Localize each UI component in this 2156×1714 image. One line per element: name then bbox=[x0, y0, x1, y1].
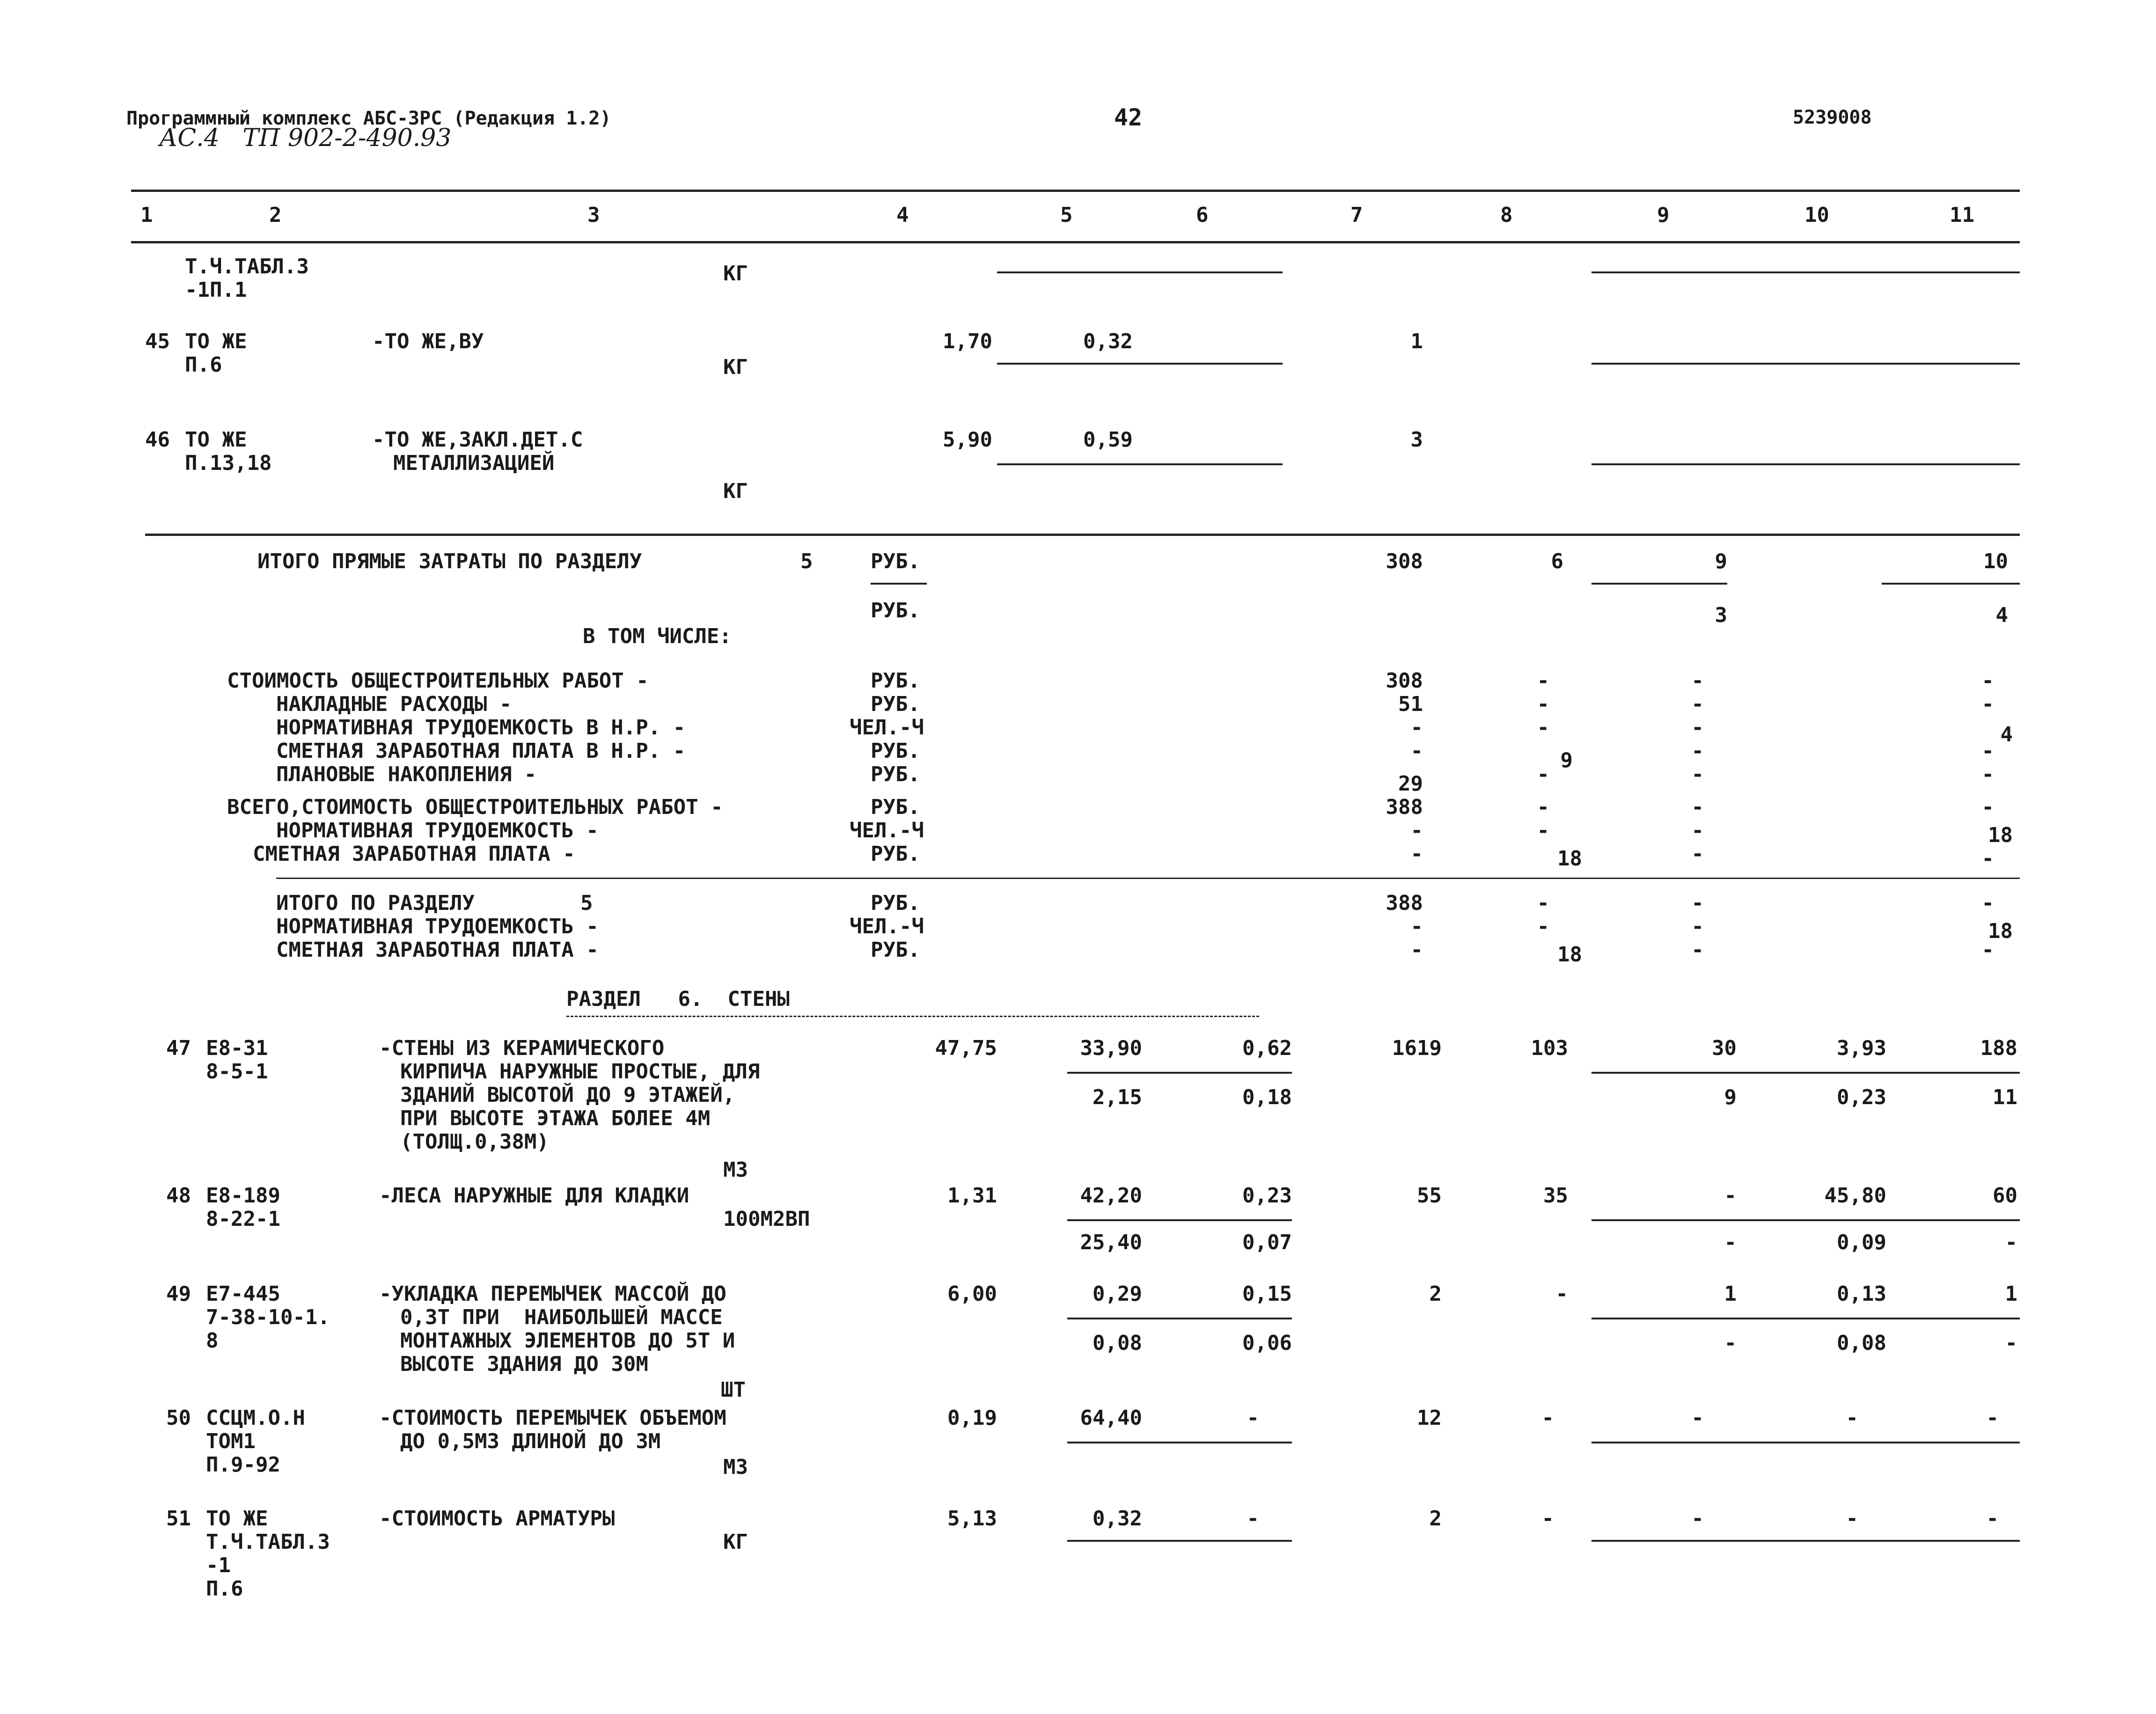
row-number: 47 bbox=[166, 1036, 191, 1060]
col-5: 5 bbox=[1060, 203, 1073, 227]
row-code: Е8-31 bbox=[206, 1036, 268, 1060]
cell-c10: 0,13 bbox=[1837, 1282, 1886, 1306]
cell-c5b: 0,08 bbox=[1093, 1331, 1142, 1355]
handwritten-project-code: АС.4 ТП 902-2-490.93 bbox=[159, 124, 452, 152]
row-code: П.6 bbox=[185, 353, 222, 377]
divider bbox=[1882, 583, 2020, 585]
row-code: Т.Ч.ТАБЛ.3 bbox=[185, 255, 309, 278]
cell-c8: - bbox=[1537, 819, 1549, 842]
cell-c7: - bbox=[1410, 739, 1423, 763]
summary-label: СМЕТНАЯ ЗАРАБОТНАЯ ПЛАТА - bbox=[253, 842, 575, 866]
row-name: -СТОИМОСТЬ ПЕРЕМЫЧЕК ОБЪЕМОМ bbox=[379, 1406, 726, 1430]
cell-c8: - bbox=[1541, 1507, 1554, 1531]
col-7: 7 bbox=[1350, 203, 1363, 227]
cell-c6: 0,62 bbox=[1242, 1036, 1292, 1060]
section-rule bbox=[145, 534, 2020, 536]
cell-c11: - bbox=[1981, 692, 1994, 716]
cell-c8: 35 bbox=[1543, 1184, 1568, 1208]
cell-c7: - bbox=[1410, 938, 1423, 962]
cell-c4: 47,75 bbox=[935, 1036, 997, 1060]
cell-c5: 64,40 bbox=[1080, 1406, 1142, 1430]
cell-c9: 30 bbox=[1712, 1036, 1737, 1060]
cell-c11: 10 bbox=[1983, 549, 2008, 573]
cell-c5: 33,90 bbox=[1080, 1036, 1142, 1060]
row-unit: М3 bbox=[723, 1455, 748, 1479]
summary-label: НОРМАТИВНАЯ ТРУДОЕМКОСТЬ В Н.Р. - bbox=[276, 716, 686, 740]
cell-c7: - bbox=[1410, 819, 1423, 842]
header-rule-bottom bbox=[131, 241, 2020, 243]
summary-label: НАКЛАДНЫЕ РАСХОДЫ - bbox=[276, 692, 512, 716]
cell-c11: 1 bbox=[2005, 1282, 2017, 1306]
cell-c8: - bbox=[1537, 891, 1549, 915]
cell-c9: - bbox=[1691, 915, 1704, 938]
unit: РУБ. bbox=[871, 891, 920, 915]
cell-c7: 29 bbox=[1398, 772, 1423, 796]
unit: РУБ. bbox=[871, 692, 920, 716]
row-name: -СТОИМОСТЬ АРМАТУРЫ bbox=[379, 1507, 615, 1531]
divider bbox=[1591, 363, 2020, 365]
divider bbox=[1067, 1318, 1292, 1319]
col-8: 8 bbox=[1500, 203, 1513, 227]
row-unit: ШТ bbox=[721, 1378, 746, 1402]
cell-c5: 42,20 bbox=[1080, 1184, 1142, 1208]
row-number: 45 bbox=[145, 330, 170, 353]
divider bbox=[1591, 1318, 2020, 1319]
row-name: -СТЕНЫ ИЗ КЕРАМИЧЕСКОГО bbox=[379, 1036, 665, 1060]
section-heading-underline bbox=[566, 1016, 1259, 1017]
row-unit: КГ bbox=[723, 1530, 748, 1554]
cell-c9: - bbox=[1691, 819, 1704, 842]
row-name: 0,3Т ПРИ НАИБОЛЬШЕЙ МАССЕ bbox=[400, 1305, 723, 1329]
cell-c8: - bbox=[1537, 795, 1549, 819]
cell-c8: 103 bbox=[1531, 1036, 1568, 1060]
row-unit: М3 bbox=[723, 1158, 748, 1182]
cell-c7: 308 bbox=[1386, 549, 1423, 573]
row-unit: КГ bbox=[723, 479, 748, 503]
cell-c11: - bbox=[1981, 938, 1994, 962]
cell-c9: - bbox=[1691, 1507, 1704, 1531]
cell-c11: - bbox=[1981, 739, 1994, 763]
subheading-including: В ТОМ ЧИСЛЕ: bbox=[583, 624, 732, 648]
divider bbox=[1591, 583, 1727, 585]
unit: ЧЕЛ.-Ч bbox=[850, 819, 924, 842]
cell-c5: 0,29 bbox=[1093, 1282, 1142, 1306]
row-unit: 100М2ВП bbox=[723, 1207, 810, 1231]
row-code: ТО ЖЕ bbox=[185, 330, 247, 353]
row-code: П.13,18 bbox=[185, 451, 272, 475]
row-code: Е7-445 bbox=[206, 1282, 280, 1306]
cell-c7: 388 bbox=[1386, 795, 1423, 819]
row-code: ТО ЖЕ bbox=[185, 428, 247, 452]
cell-c4: 5,13 bbox=[947, 1507, 997, 1531]
section-heading: РАЗДЕЛ 6. СТЕНЫ bbox=[566, 987, 790, 1011]
cell-c7: 3 bbox=[1410, 428, 1423, 452]
unit: РУБ. bbox=[871, 795, 920, 819]
row-name: МЕТАЛЛИЗАЦИЕЙ bbox=[393, 451, 555, 475]
summary-label: ВСЕГО,СТОИМОСТЬ ОБЩЕСТРОИТЕЛЬНЫХ РАБОТ - bbox=[227, 795, 723, 819]
cell-c11: 4 bbox=[2000, 723, 2013, 747]
divider bbox=[1067, 1219, 1292, 1221]
row-code: 8-5-1 bbox=[206, 1060, 268, 1084]
summary-label: СМЕТНАЯ ЗАРАБОТНАЯ ПЛАТА В Н.Р. - bbox=[276, 739, 686, 763]
cell-c5: 0,32 bbox=[1093, 1507, 1142, 1531]
divider bbox=[1591, 1442, 2020, 1443]
row-code: -1П.1 bbox=[185, 278, 247, 302]
row-code: ССЦМ.О.Н bbox=[206, 1406, 305, 1430]
divider bbox=[1591, 271, 2020, 273]
cell-c6: - bbox=[1247, 1507, 1259, 1531]
col-6: 6 bbox=[1196, 203, 1209, 227]
cell-c11: - bbox=[1986, 1507, 1999, 1531]
cell-c7: 12 bbox=[1417, 1406, 1442, 1430]
row-number: 51 bbox=[166, 1507, 191, 1531]
cell-c8: - bbox=[1537, 716, 1549, 740]
row-code: 7-38-10-1. bbox=[206, 1305, 330, 1329]
divider bbox=[997, 363, 1283, 365]
section-number: 5 bbox=[580, 891, 593, 915]
cell-c5b: 25,40 bbox=[1080, 1231, 1142, 1254]
cell-c4: 0,19 bbox=[947, 1406, 997, 1430]
cell-c9: - bbox=[1691, 938, 1704, 962]
divider bbox=[1591, 463, 2020, 465]
row-code: ТОМ1 bbox=[206, 1429, 256, 1453]
row-name: ПРИ ВЫСОТЕ ЭТАЖА БОЛЕЕ 4М bbox=[400, 1106, 711, 1130]
row-code: П.6 bbox=[206, 1577, 243, 1601]
row-name: -ТО ЖЕ,ВУ bbox=[372, 330, 484, 353]
cell-c9: - bbox=[1691, 842, 1704, 866]
col-11: 11 bbox=[1950, 203, 1974, 227]
cell-c11: 4 bbox=[1995, 603, 2008, 627]
cell-c11: 18 bbox=[1988, 823, 2013, 847]
cell-c7: 388 bbox=[1386, 891, 1423, 915]
page-number: 42 bbox=[1114, 104, 1143, 131]
cell-c8: 9 bbox=[1560, 748, 1573, 772]
divider bbox=[997, 463, 1283, 465]
row-name: МОНТАЖНЫХ ЭЛЕМЕНТОВ ДО 5Т И bbox=[400, 1329, 735, 1353]
cell-c6: - bbox=[1247, 1406, 1259, 1430]
cell-c11: 18 bbox=[1988, 919, 2013, 943]
divider bbox=[1591, 1219, 2020, 1221]
cell-c6: 0,15 bbox=[1242, 1282, 1292, 1306]
cell-c6b: 0,06 bbox=[1242, 1331, 1292, 1355]
cell-c5b: 2,15 bbox=[1093, 1085, 1142, 1109]
row-number: 50 bbox=[166, 1406, 191, 1430]
cell-c9: - bbox=[1691, 692, 1704, 716]
cell-c9: - bbox=[1691, 762, 1704, 786]
cell-c9b: 9 bbox=[1724, 1085, 1737, 1109]
col-9: 9 bbox=[1657, 203, 1670, 227]
cell-c11: 60 bbox=[1993, 1184, 2017, 1208]
unit: РУБ. bbox=[871, 549, 920, 573]
divider bbox=[871, 583, 927, 585]
summary-label: ИТОГО ПРЯМЫЕ ЗАТРАТЫ ПО РАЗДЕЛУ bbox=[257, 549, 642, 573]
document-number: 5239008 bbox=[1793, 107, 1872, 128]
cell-c7: 2 bbox=[1429, 1282, 1442, 1306]
cell-c8: 18 bbox=[1557, 943, 1582, 967]
row-code: Т.Ч.ТАБЛ.3 bbox=[206, 1530, 330, 1554]
cell-c4: 6,00 bbox=[947, 1282, 997, 1306]
cell-c7: 1 bbox=[1410, 330, 1423, 353]
cell-c10: - bbox=[1846, 1507, 1858, 1531]
divider bbox=[1067, 1072, 1292, 1074]
cell-c11: - bbox=[1981, 795, 1994, 819]
row-unit: КГ bbox=[723, 355, 748, 379]
cell-c9: - bbox=[1691, 795, 1704, 819]
row-name: ЗДАНИЙ ВЫСОТОЙ ДО 9 ЭТАЖЕЙ, bbox=[400, 1083, 735, 1107]
cell-c9: - bbox=[1691, 669, 1704, 693]
summary-rule bbox=[276, 878, 2020, 879]
cell-c11: 188 bbox=[1980, 1036, 2017, 1060]
cell-c11: - bbox=[1986, 1406, 1999, 1430]
cell-c4: 1,31 bbox=[947, 1184, 997, 1208]
row-name: -ТО ЖЕ,ЗАКЛ.ДЕТ.С bbox=[372, 428, 583, 452]
row-number: 48 bbox=[166, 1184, 191, 1208]
row-code: 8-22-1 bbox=[206, 1207, 280, 1231]
cell-c9: - bbox=[1691, 716, 1704, 740]
unit: ЧЕЛ.-Ч bbox=[850, 716, 924, 740]
cell-c9: 9 bbox=[1715, 549, 1727, 573]
row-number: 49 bbox=[166, 1282, 191, 1306]
header-rule-top bbox=[131, 190, 2020, 192]
cell-c10b: 0,08 bbox=[1837, 1331, 1886, 1355]
cell-c11: - bbox=[1981, 669, 1994, 693]
row-name: -ЛЕСА НАРУЖНЫЕ ДЛЯ КЛАДКИ bbox=[379, 1184, 689, 1208]
summary-label: СМЕТНАЯ ЗАРАБОТНАЯ ПЛАТА - bbox=[276, 938, 599, 962]
cell-c7: 1619 bbox=[1392, 1036, 1442, 1060]
summary-label: НОРМАТИВНАЯ ТРУДОЕМКОСТЬ - bbox=[276, 819, 599, 842]
cell-c7: - bbox=[1410, 716, 1423, 740]
divider bbox=[1591, 1540, 2020, 1542]
unit: РУБ. bbox=[871, 938, 920, 962]
row-code: П.9-92 bbox=[206, 1453, 280, 1477]
cell-c7: 51 bbox=[1398, 692, 1423, 716]
row-unit: КГ bbox=[723, 262, 748, 286]
cell-c9b: - bbox=[1724, 1231, 1737, 1254]
cell-c6b: 0,07 bbox=[1242, 1231, 1292, 1254]
unit: РУБ. bbox=[871, 739, 920, 763]
cell-c8: 18 bbox=[1557, 847, 1582, 871]
col-3: 3 bbox=[587, 203, 600, 227]
cell-c8: - bbox=[1537, 669, 1549, 693]
unit: ЧЕЛ.-Ч bbox=[850, 915, 924, 938]
cell-c11: - bbox=[1981, 891, 1994, 915]
cell-c4: 5,90 bbox=[943, 428, 992, 452]
cell-c7: - bbox=[1410, 915, 1423, 938]
cell-c7: 2 bbox=[1429, 1507, 1442, 1531]
cell-c8: - bbox=[1537, 692, 1549, 716]
section-number: 5 bbox=[800, 549, 813, 573]
divider bbox=[1591, 1072, 2020, 1074]
row-name: ВЫСОТЕ ЗДАНИЯ ДО 30М bbox=[400, 1352, 648, 1376]
divider bbox=[997, 271, 1283, 273]
row-code: 8 bbox=[206, 1329, 219, 1353]
cell-c8: - bbox=[1555, 1282, 1568, 1306]
program-title: Программный комплекс АБС-ЗРС (Редакция 1.2) bbox=[126, 108, 611, 129]
cell-c11: - bbox=[1981, 762, 1994, 786]
row-code: -1 bbox=[206, 1553, 231, 1577]
cell-c9: - bbox=[1691, 739, 1704, 763]
cell-c11b: 11 bbox=[1993, 1085, 2017, 1109]
cell-c5: 0,32 bbox=[1083, 330, 1133, 353]
cell-c8: 6 bbox=[1551, 549, 1563, 573]
cell-c10: 3,93 bbox=[1837, 1036, 1886, 1060]
cell-c4: 1,70 bbox=[943, 330, 992, 353]
cell-c7: 55 bbox=[1417, 1184, 1442, 1208]
divider bbox=[1067, 1540, 1292, 1542]
cell-c6b: 0,18 bbox=[1242, 1085, 1292, 1109]
cell-c11: - bbox=[1981, 847, 1994, 871]
unit: РУБ. bbox=[871, 599, 920, 623]
summary-label: ПЛАНОВЫЕ НАКОПЛЕНИЯ - bbox=[276, 762, 537, 786]
cell-c11b: - bbox=[2005, 1231, 2017, 1254]
cell-c9b: - bbox=[1724, 1331, 1737, 1355]
row-name: -УКЛАДКА ПЕРЕМЫЧЕК МАССОЙ ДО bbox=[379, 1282, 726, 1306]
cell-c9: - bbox=[1691, 1406, 1704, 1430]
cell-c8: - bbox=[1541, 1406, 1554, 1430]
cell-c6: 0,23 bbox=[1242, 1184, 1292, 1208]
row-name: ДО 0,5М3 ДЛИНОЙ ДО 3М bbox=[400, 1429, 661, 1453]
col-2: 2 bbox=[269, 203, 282, 227]
unit: РУБ. bbox=[871, 842, 920, 866]
cell-c10b: 0,09 bbox=[1837, 1231, 1886, 1254]
cell-c9: - bbox=[1724, 1184, 1737, 1208]
divider bbox=[1067, 1442, 1292, 1443]
cell-c7: 308 bbox=[1386, 669, 1423, 693]
cell-c8: - bbox=[1537, 762, 1549, 786]
cell-c9: - bbox=[1691, 891, 1704, 915]
row-code: ТО ЖЕ bbox=[206, 1507, 268, 1531]
cell-c10: 45,80 bbox=[1824, 1184, 1886, 1208]
cell-c5: 0,59 bbox=[1083, 428, 1133, 452]
unit: РУБ. bbox=[871, 669, 920, 693]
summary-label: СТОИМОСТЬ ОБЩЕСТРОИТЕЛЬНЫХ РАБОТ - bbox=[227, 669, 649, 693]
cell-c8: - bbox=[1537, 915, 1549, 938]
col-1: 1 bbox=[140, 203, 153, 227]
col-4: 4 bbox=[896, 203, 909, 227]
cell-c9: 3 bbox=[1715, 603, 1727, 627]
summary-label: ИТОГО ПО РАЗДЕЛУ bbox=[276, 891, 475, 915]
col-10: 10 bbox=[1804, 203, 1829, 227]
cell-c7: - bbox=[1410, 842, 1423, 866]
unit: РУБ. bbox=[871, 762, 920, 786]
cell-c11b: - bbox=[2005, 1331, 2017, 1355]
row-name: (ТОЛЩ.0,38М) bbox=[400, 1130, 549, 1154]
row-name: КИРПИЧА НАРУЖНЫЕ ПРОСТЫЕ, ДЛЯ bbox=[400, 1060, 760, 1084]
cell-c9: 1 bbox=[1724, 1282, 1737, 1306]
summary-label: НОРМАТИВНАЯ ТРУДОЕМКОСТЬ - bbox=[276, 915, 599, 938]
cell-c10b: 0,23 bbox=[1837, 1085, 1886, 1109]
row-number: 46 bbox=[145, 428, 170, 452]
cell-c10: - bbox=[1846, 1406, 1858, 1430]
row-code: Е8-189 bbox=[206, 1184, 280, 1208]
